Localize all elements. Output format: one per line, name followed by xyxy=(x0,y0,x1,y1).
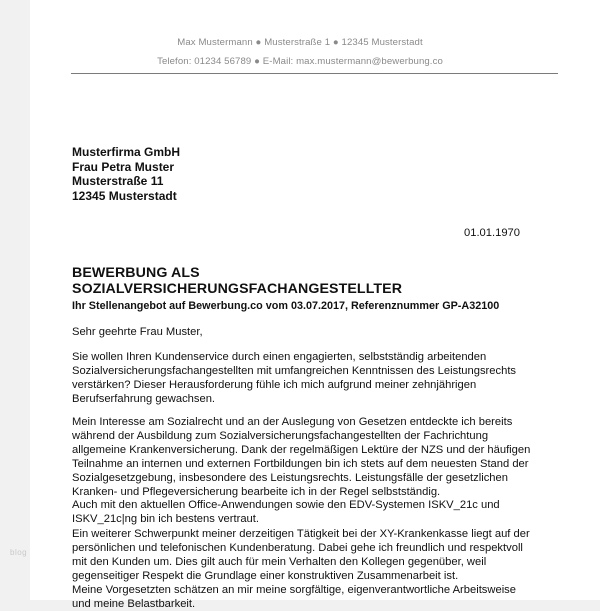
letterhead-divider xyxy=(71,73,558,74)
paragraph-line: persönlichen und telefonischen Kundenberatung. Dabei gehe ich freundlich und respektvoll xyxy=(72,541,523,554)
paragraph-line: Auch mit den aktuellen Office-Anwendungen sowie den EDV-Systemen ISKV_21c und xyxy=(72,499,500,512)
paragraph-line: Mein Interesse am Sozialrecht und an der Auslegung von Gesetzen entdeckte ich bereits xyxy=(72,416,513,428)
recipient-address-block xyxy=(72,145,180,203)
recipient-city: 12345 Musterstadt xyxy=(72,188,177,203)
sender-address-line: Max Mustermann ● Musterstraße 1 ● 12345 Musterstadt xyxy=(177,37,423,48)
paragraph-line: während der Ausbildung zum Sozialversicherungsfachangestellten der Fachrichtung xyxy=(72,429,489,442)
letter-date: 01.01.1970 xyxy=(464,227,520,239)
paragraph-line: Ein weiterer Schwerpunkt meiner derzeitigen Tätigkeit bei der XY-Krankenkasse liegt auf der xyxy=(72,528,530,540)
paragraph-line: gegenseitiger Respekt die Grundlage einer konstruktiven Zusammenarbeit ist. xyxy=(72,569,459,582)
paragraph-line: Berufserfahrung gewachsen. xyxy=(72,392,216,405)
letter-page xyxy=(30,0,600,610)
paragraph-line: Meine Vorgesetzten schätzen an mir meine sorgfältige, eigenverantwortliche Arbeitsweise xyxy=(72,583,517,596)
paragraph-line: Sie wollen Ihren Kundenservice durch einen engagierten, selbstständig arbeitenden xyxy=(72,351,487,363)
paragraph-line: allgemeine Krankenversicherung. Dank der regelmäßigen Lektüre der NZS und der häufigen xyxy=(72,443,531,456)
paragraph-line: verstärken? Dieser Herausforderung fühle ich mich aufgrund meiner zehnjährigen xyxy=(72,378,477,391)
recipient-contact: Frau Petra Muster xyxy=(72,159,175,174)
recipient-street: Musterstraße 11 xyxy=(72,174,164,189)
subject-title-line-2: SOZIALVERSICHERUNGSFACHANGESTELLTER xyxy=(72,280,403,297)
paragraph-line: Kranken- und Pflegeversicherung bearbeite ich in der Regel selbstständig. xyxy=(72,485,441,498)
salutation: Sehr geehrte Frau Muster, xyxy=(72,326,203,338)
sender-contact-line: Telefon: 01234 56789 ● E-Mail: max.mustermann@bewerbung.co xyxy=(157,56,443,67)
paragraph-line: und meine Belastbarkeit. xyxy=(72,597,196,610)
body-paragraph-1 xyxy=(72,351,572,407)
recipient-company: Musterfirma GmbH xyxy=(72,145,181,159)
subject-title xyxy=(72,266,402,298)
paragraph-line: ISKV_21c|ng bin ich bestens vertraut. xyxy=(72,513,259,526)
subject-reference: Ihr Stellenangebot auf Bewerbung.co vom 03.07.2017, Referenznummer GP-A32100 xyxy=(72,300,500,312)
watermark: blog xyxy=(10,548,28,557)
paragraph-line: Sozialversicherungsfachangestellten mit umfangreichen Kenntnissen des Leistungsrechts xyxy=(72,364,517,377)
body-paragraph-3 xyxy=(72,528,572,611)
paragraph-line: Sozialgesetzgebung, insbesondere des Leistungsrechts. Leistungsfälle der gesetzlichen xyxy=(72,471,508,484)
body-paragraph-2 xyxy=(72,416,572,527)
paragraph-line: mit den Kunden um. Dies gilt auch für mein Verhalten den Kollegen gegenüber, weil xyxy=(72,555,487,568)
subject-title-line-1: BEWERBUNG ALS xyxy=(72,265,200,281)
paragraph-line: Teilnahme an internen und externen Fortbildungen bin ich stets auf dem neuesten Stand der xyxy=(72,457,529,470)
